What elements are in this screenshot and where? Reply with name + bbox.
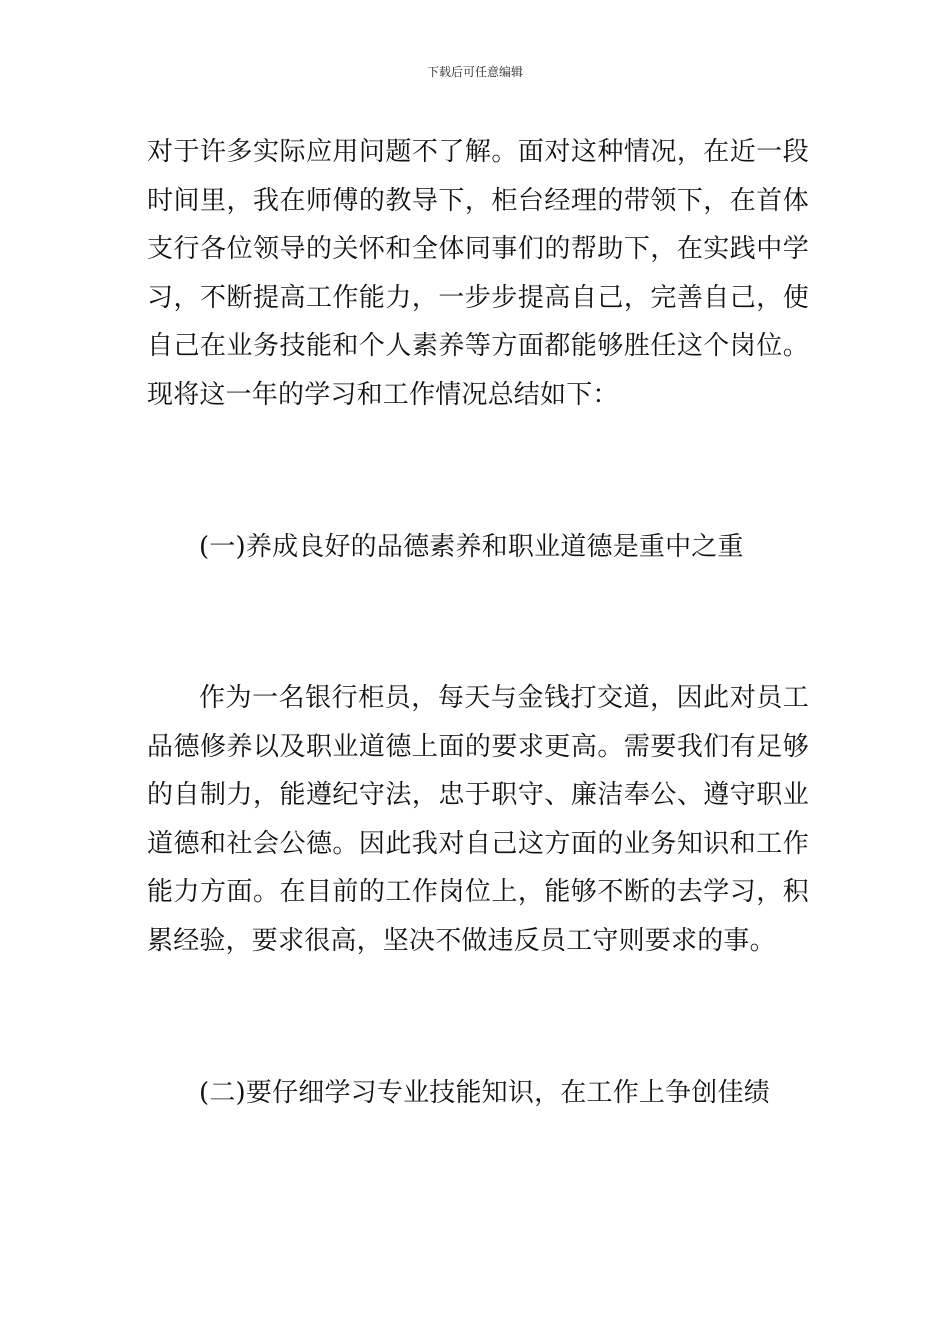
body-paragraph-intro xyxy=(147,128,809,420)
section-heading-1 xyxy=(147,523,809,572)
section-heading-text: (二)要仔细学习专业技能知识，在工作上争创佳绩 xyxy=(199,1078,770,1108)
section-heading-text: (一)养成良好的品德素养和职业道德是重中之重 xyxy=(199,532,744,562)
paragraph-text: 作为一名银行柜员，每天与金钱打交道，因此对员工品德修养以及职业道德上面的要求更高。需要我们有足够的自制力，能遵纪守法，忠于职守、廉洁奉公、遵守职业道德和社会公德。因此我对自己这方面的业务知识和工作能力方面。在目前的工作岗位上，能够不断的去学习，积累经验，要求很高，坚决不做违反员工守则要求的事。 xyxy=(147,683,809,956)
section-heading-2 xyxy=(147,1069,809,1118)
paragraph-text: 对于许多实际应用问题不了解。面对这种情况，在近一段时间里，我在师傅的教导下，柜台经理的带领下，在首体支行各位领导的关怀和全体同事们的帮助下，在实践中学习，不断提高工作能力，一步步提高自己，完善自己，使自己在业务技能和个人素养等方面都能够胜任这个岗位。现将这一年的学习和工作情况总结如下： xyxy=(147,137,809,410)
page-header-note: 下载后可任意编辑 xyxy=(426,65,523,79)
body-paragraph-ethics xyxy=(147,674,809,966)
